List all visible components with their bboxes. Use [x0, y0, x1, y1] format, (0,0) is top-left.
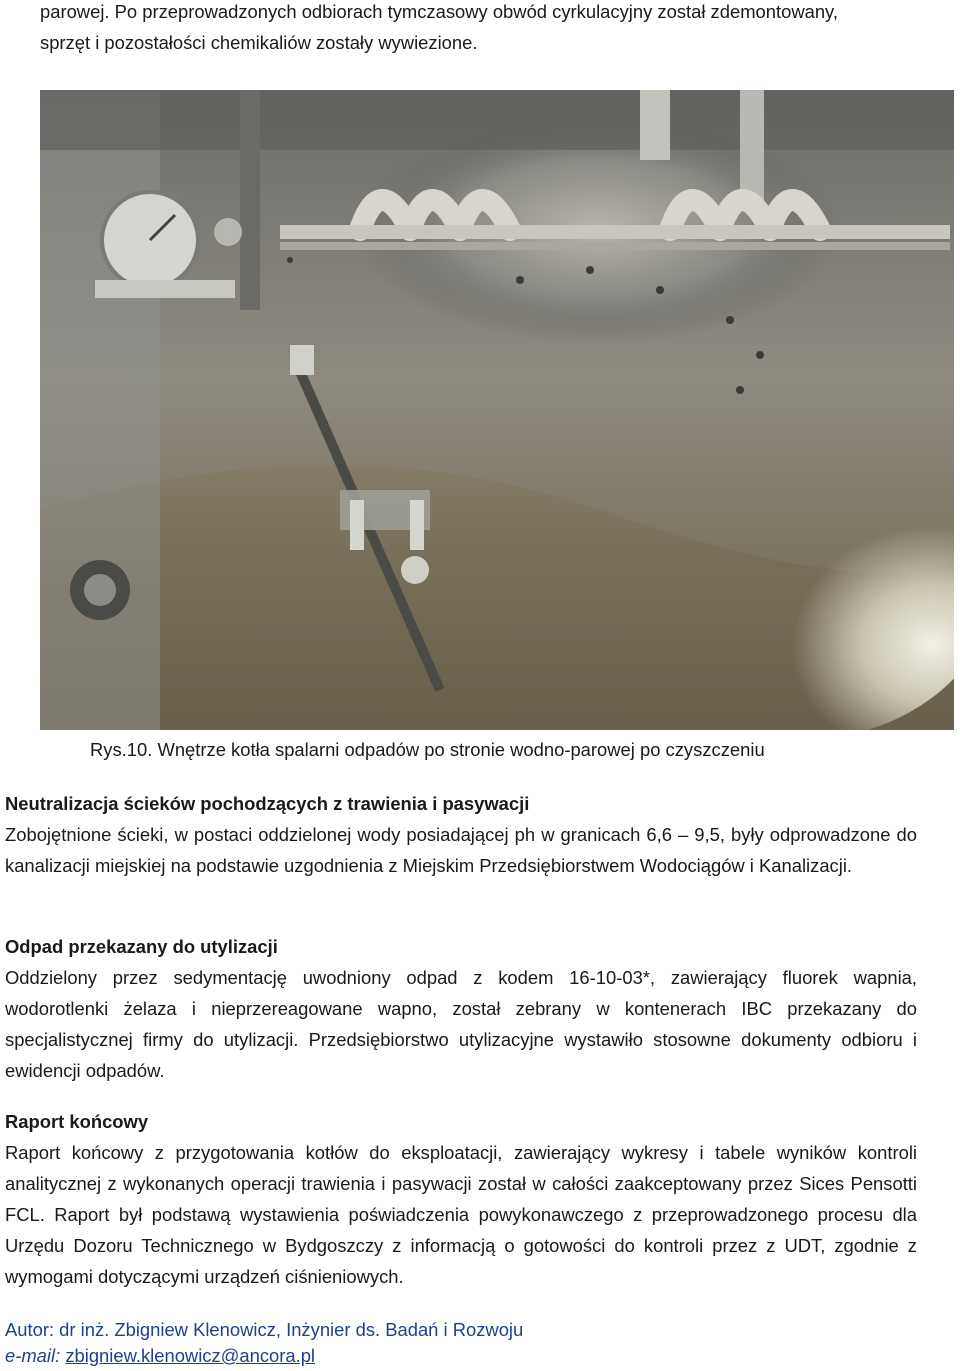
intro-line: sprzęt i pozostałości chemikaliów zostały wywiezione. [40, 32, 478, 53]
section-heading-final-report: Raport końcowy [5, 1111, 149, 1132]
section-body-final-report: Raport końcowy z przygotowania kotłów do eksploatacji, zawierający wykresy i tabele wyników kontroli analitycznej z wykonanych operacji trawienia i pasywacji został w całości zaakceptowany przez Sices Pensotti FCL. Raport był podstawą wystawienia poświadczenia powykonawczego z przeprowadzonego procesu dla Urzędu Dozoru Technicznego w Bydgoszczy z informacją o gotowości do kontroli przez z UDT, zgodnie z wymogami dotyczącymi urządzeń ciśnieniowych. [5, 1142, 917, 1287]
section-heading-neutralization: Neutralizacja ścieków pochodzących z trawienia i pasywacji [5, 793, 530, 814]
section-body-neutralization: Zobojętnione ścieki, w postaci oddzielonej wody posiadającej ph w granicach 6,6 – 9,5, były odprowadzone do kanalizacji miejskiej na podstawie uzgodnienia z Miejskim Przedsiębiorstwem Wodociągów i Kanalizacji. [5, 824, 917, 876]
intro-paragraph [40, 0, 940, 58]
figure-caption: Rys.10. Wnętrze kotła spalarni odpadów po stronie wodno-parowej po czyszczeniu [90, 739, 765, 760]
boiler-interior-photo [40, 90, 954, 730]
intro-line: parowej. Po przeprowadzonych odbiorach tymczasowy obwód cyrkulacyjny został zdemontowany, [40, 1, 838, 22]
email-line [5, 1340, 917, 1371]
section-body-waste: Oddzielony przez sedymentację uwodniony odpad z kodem 16-10-03*, zawierający fluorek wapnia, wodorotlenki żelaza i nieprzereagowane wapno, został zebrany w kontenerach IBC przekazany do specjalistycznej firmy do utylizacji. Przedsiębiorstwo utylizacyjne wystawiło stosowne dokumenty odbioru i ewidencji odpadów. [5, 967, 917, 1081]
email-label: e-mail: [5, 1345, 61, 1366]
section-heading-waste: Odpad przekazany do utylizacji [5, 936, 278, 957]
email-link[interactable]: zbigniew.klenowicz@ancora.pl [65, 1345, 316, 1366]
author-line: Autor: dr inż. Zbigniew Klenowicz, Inżynier ds. Badań i Rozwoju [5, 1319, 524, 1340]
